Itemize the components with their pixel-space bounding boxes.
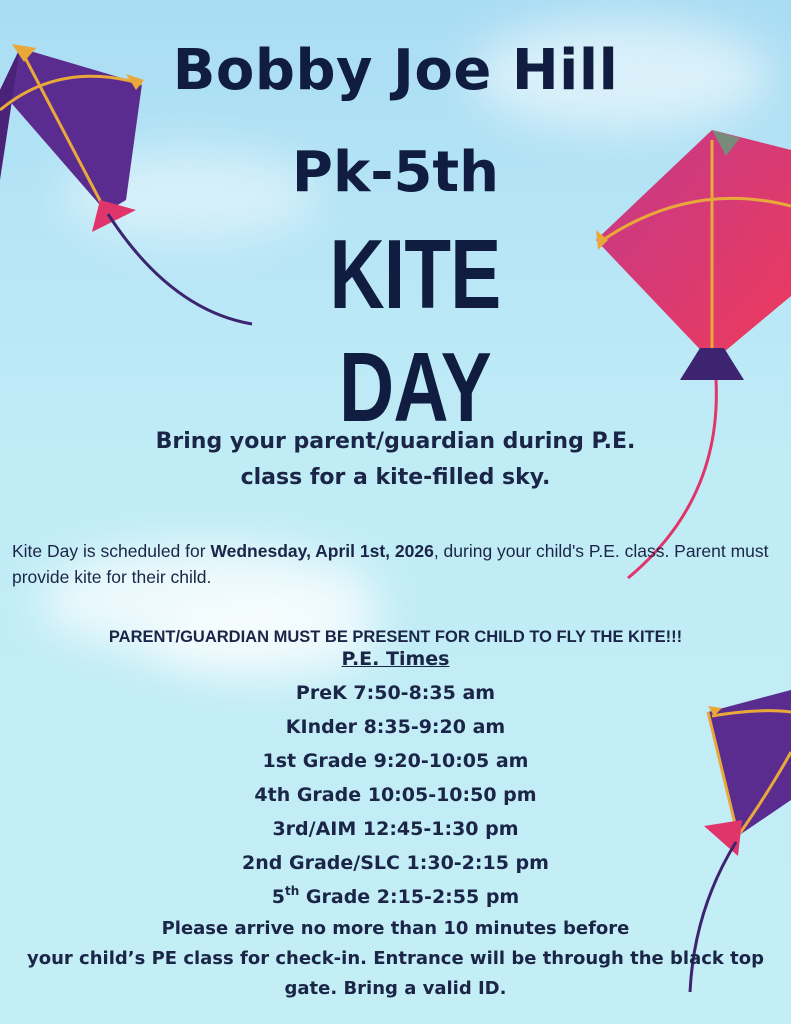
- schedule-row: 2nd Grade/SLC 1:30-2:15 pm: [242, 852, 549, 874]
- parent-required-warning: PARENT/GUARDIAN MUST BE PRESENT FOR CHILD TO FLY THE KITE!!!: [108, 628, 683, 646]
- event-details: [12, 538, 787, 590]
- grade-range: Pk-5th: [291, 140, 500, 205]
- footer-line-2: your child’s PE class for check-in. Entrance will be through the black top: [26, 948, 764, 969]
- schedule-list: [0, 676, 791, 914]
- event-title: KITE DAY: [329, 219, 501, 442]
- schedule-row: 4th Grade 10:05-10:50 pm: [254, 784, 537, 806]
- grade-number: 5: [271, 886, 286, 908]
- schedule-row: KInder 8:35-9:20 am: [285, 716, 506, 738]
- details-intro: Kite Day is scheduled for: [12, 541, 211, 561]
- schedule-row: 3rd/AIM 12:45-1:30 pm: [272, 818, 519, 840]
- schedule-row: PreK 7:50-8:35 am: [295, 682, 496, 704]
- details-rest: , during your child's P.E. class. Parent must provide kite for their child.: [12, 541, 769, 587]
- schedule-row-5th: [0, 880, 791, 914]
- schedule-heading: P.E. Times: [341, 648, 450, 670]
- event-date: Wednesday, April 1st, 2026: [210, 541, 434, 561]
- arrival-instructions: [0, 914, 791, 1004]
- grade-time: Grade 2:15-2:55 pm: [299, 886, 520, 908]
- footer-line-3: gate. Bring a valid ID.: [284, 978, 507, 999]
- invite-text: [0, 424, 791, 496]
- school-name: Bobby Joe Hill: [172, 38, 619, 103]
- footer-line-1: Please arrive no more than 10 minutes before: [161, 918, 630, 939]
- invite-line-1: Bring your parent/guardian during P.E.: [155, 429, 636, 454]
- schedule-row: 1st Grade 9:20-10:05 am: [262, 750, 529, 772]
- ordinal-suffix: th: [285, 884, 300, 898]
- invite-line-2: class for a kite-filled sky.: [240, 465, 551, 490]
